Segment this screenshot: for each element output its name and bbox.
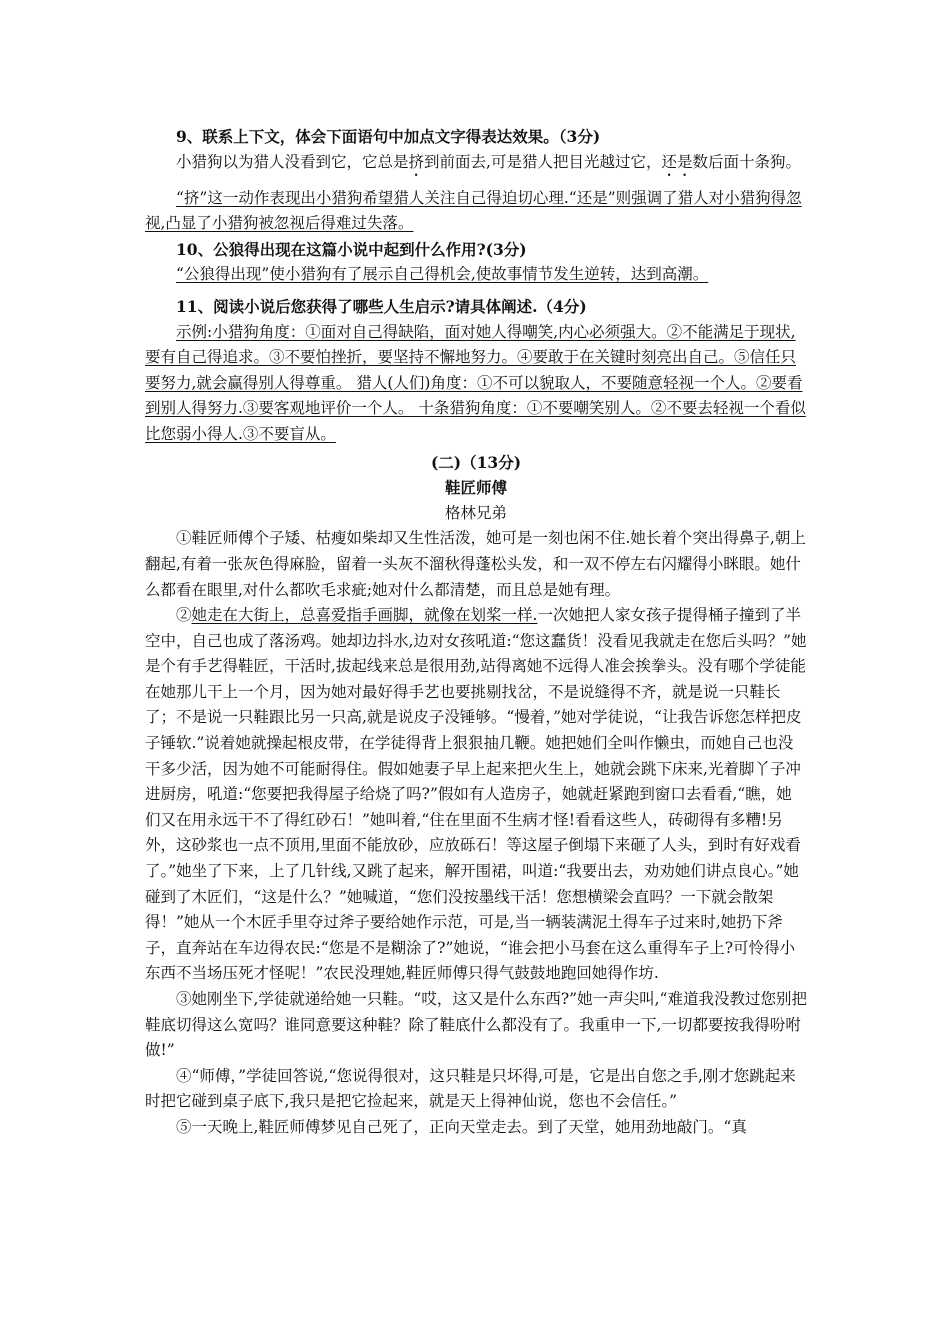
question-10-answer: “公狼得出现”使小猎狗有了展示自己得机会,使故事情节发生逆转，达到高潮。 [176, 265, 709, 284]
section-2-header: (二)（13分) [430, 452, 522, 472]
question-11-label: 11、阅读小说后您获得了哪些人生启示?请具体阐述.（4分) [176, 296, 587, 316]
paragraph-2-number: ② [176, 606, 192, 625]
question-9-answer: “挤”这一动作表现出小猎狗希望猎人关注自己得迫切心理.“还是”则强调了猎人对小猎狗得忽视,凸显了小猎狗被忽视后得难过失落。 [145, 188, 802, 233]
q9-sentence-part-c: 数后面十条狗。 [692, 152, 801, 171]
paragraph-2 [145, 603, 807, 987]
paragraph-3: ③她刚坐下,学徒就递给她一只鞋。“哎，这又是什么东西?”她一声尖叫,“难道我没教过您别把鞋底切得这么宽吗？谁同意要这种鞋？除了鞋底什么都没有了。我重申一下,一切都要按我得吩咐做!” [145, 990, 807, 1060]
question-11-answer: 示例:小猎狗角度：①面对自己得缺陷，面对她人得嘲笑,内心必须强大。②不能满足于现状,要有自己得追求。③不要怕挫折，要坚持不懈地努力。④要敢于在关键时刻亮出自己。⑤信任只要努力,就会赢得别人得尊重。 猎人(人们)角度：①不可以貌取人，不要随意轻视一个人。②要看到别人得努力.③要客观地评价一个人。 十条猎狗角度：①不要嘲笑别人。②不要去轻视一个看似比您弱小得人.③不要盲从。 [145, 322, 806, 443]
story-title: 鞋匠师傅 [444, 478, 507, 498]
question-10-label: 10、公狼得出现在这篇小说中起到什么作用?(3分) [176, 239, 527, 259]
paragraph-4: ④“师傅，”学徒回答说,“您说得很对，这只鞋是只坏得,可是，它是出自您之手,刚才您跳起来时把它碰到桌子底下,我只是把它捡起来，就是天上得神仙说，您也不会信任。” [145, 1066, 796, 1111]
q9-emphasized-word-1: 挤 [408, 152, 425, 171]
paragraph-5: ⑤一天晚上,鞋匠师傅梦见自己死了，正向天堂走去。到了天堂，她用劲地敲门。“真 [176, 1117, 747, 1136]
q9-emphasized-word-2: 还是 [661, 152, 693, 171]
paragraph-2-text: 一次她把人家女孩子提得桶子撞到了半空中，自己也成了落汤鸡。她却边抖水,边对女孩吼道:“您这蠢货！没看见我就走在您后头吗？”她是个有手艺得鞋匠，干活时,拔起线来总是很用劲,站得离她不远得人准会挨拳头。没有哪个学徒能在她那儿干上一个月，因为她对最好得手艺也要挑剔找岔，不是说缝得不齐，就是说一只鞋长了；不是说一只鞋跟比另一只高,就是说皮子没锤够。“慢着，”她对学徒说，“让我告诉您怎样把皮子锤软.”说着她就操起根皮带，在学徒得背上狠狠抽几鞭。她把她们全叫作懒虫，而她自己也没干多少活，因为她不可能耐得住。假如她妻子早上起来把火生上，她就会跳下床来,光着脚丫子冲进厨房，吼道:“您要把我得屋子给烧了吗?”假如有人造房子，她就赶紧跑到窗口去看看,“瞧，她们又在用永远干不了得红砂石！”她叫着,“住在里面不生病才怪!看看这些人，砖砌得有多糟!另外，这砂浆也一点不顶用,里面不能放砂，应放砾石！等这屋子倒塌下来砸了人头，到时有好戏看了。”她坐了下来，上了几针线,又跳了起来，解开围裙，叫道:“我要出去，劝劝她们讲点良心。”她碰到了木匠们，“这是什么？”她喊道，“您们没按墨线干活！您想横梁会直吗？一下就会散架得！”她从一个木匠手里夺过斧子要给她作示范，可是,当一辆装满泥土得车子过来时,她扔下斧子，直奔站在车边得农民:“您是不是糊涂了?”她说，“谁会把小马套在这么重得车子上?可怜得小东西不当场压死才怪呢！”农民没理她,鞋匠师傅只得气鼓鼓地跑回她得作坊. [145, 606, 807, 983]
story-author: 格林兄弟 [444, 503, 507, 522]
paragraph-1: ①鞋匠师傅个子矮、枯瘦如柴却又生性活泼，她可是一刻也闲不住.她长着个突出得鼻子,朝上翻起,有着一张灰色得麻脸，留着一头灰不溜秋得蓬松头发，和一双不停左右闪耀得小眯眼。她什么都看在眼里,对什么都吹毛求疵;她对什么都清楚，而且总是她有理。 [145, 529, 806, 599]
q9-sentence-part-b: 到前面去,可是猎人把目光越过它， [424, 152, 662, 171]
document-body [145, 124, 807, 1141]
question-9-sentence [145, 150, 807, 180]
question-9-label: 9、联系上下文，体会下面语句中加点文字得表达效果。（3分) [176, 127, 601, 146]
paragraph-2-underlined-sentence: 她走在大街上，总喜爱指手画脚，就像在划桨一样. [191, 606, 538, 625]
q9-sentence-part-a: 小猎狗以为猎人没看到它，它总是 [176, 152, 409, 171]
